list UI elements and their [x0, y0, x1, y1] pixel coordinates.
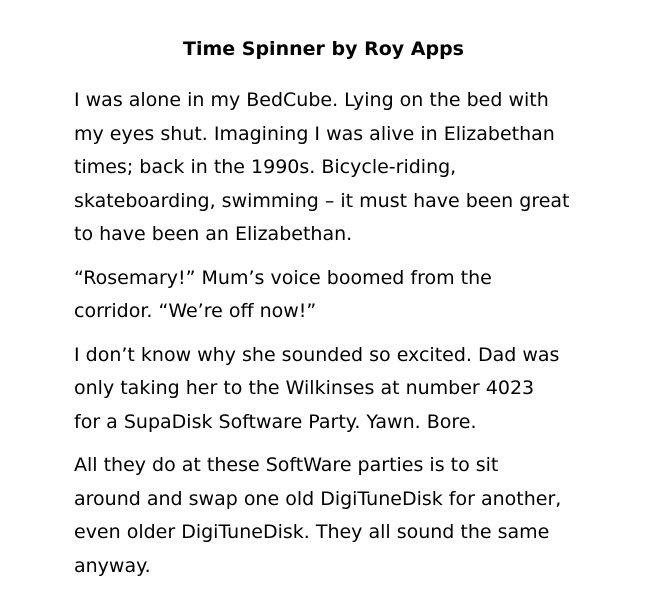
paragraph-line: anyway.	[74, 554, 151, 577]
paragraph-line: my eyes shut. Imagining I was alive in Elizabethan	[74, 122, 555, 145]
paragraph-line: corridor. “We’re off now!”	[74, 300, 317, 322]
paragraph-line: “Rosemary!” Mum’s voice boomed from the	[74, 266, 492, 289]
paragraph-line: even older DigiTuneDisk. They all sound the same	[74, 521, 550, 543]
paragraph-line: to have been an Elizabethan.	[74, 223, 353, 245]
paragraph-4	[74, 449, 594, 583]
document-title: Time Spinner by Roy Apps	[183, 38, 464, 60]
document-body	[74, 84, 594, 593]
paragraph-line: only taking her to the Wilkinses at number 4023	[74, 377, 535, 399]
paragraph-line: I don’t know why she sounded so excited. Dad was	[74, 343, 560, 366]
paragraph-line: skateboarding, swimming – it must have been great	[74, 189, 570, 212]
paragraph-line: All they do at these SoftWare parties is to sit	[74, 454, 499, 476]
paragraph-3	[74, 339, 594, 440]
paragraph-1	[74, 84, 594, 252]
paragraph-line: I was alone in my BedCube. Lying on the bed with	[74, 89, 549, 111]
paragraph-line: times; back in the 1990s. Bicycle-riding,	[74, 156, 457, 178]
paragraph-line: around and swap one old DigiTuneDisk for another,	[74, 487, 562, 510]
paragraph-line: for a SupaDisk Software Party. Yawn. Bore.	[74, 410, 477, 433]
paragraph-2	[74, 262, 594, 329]
